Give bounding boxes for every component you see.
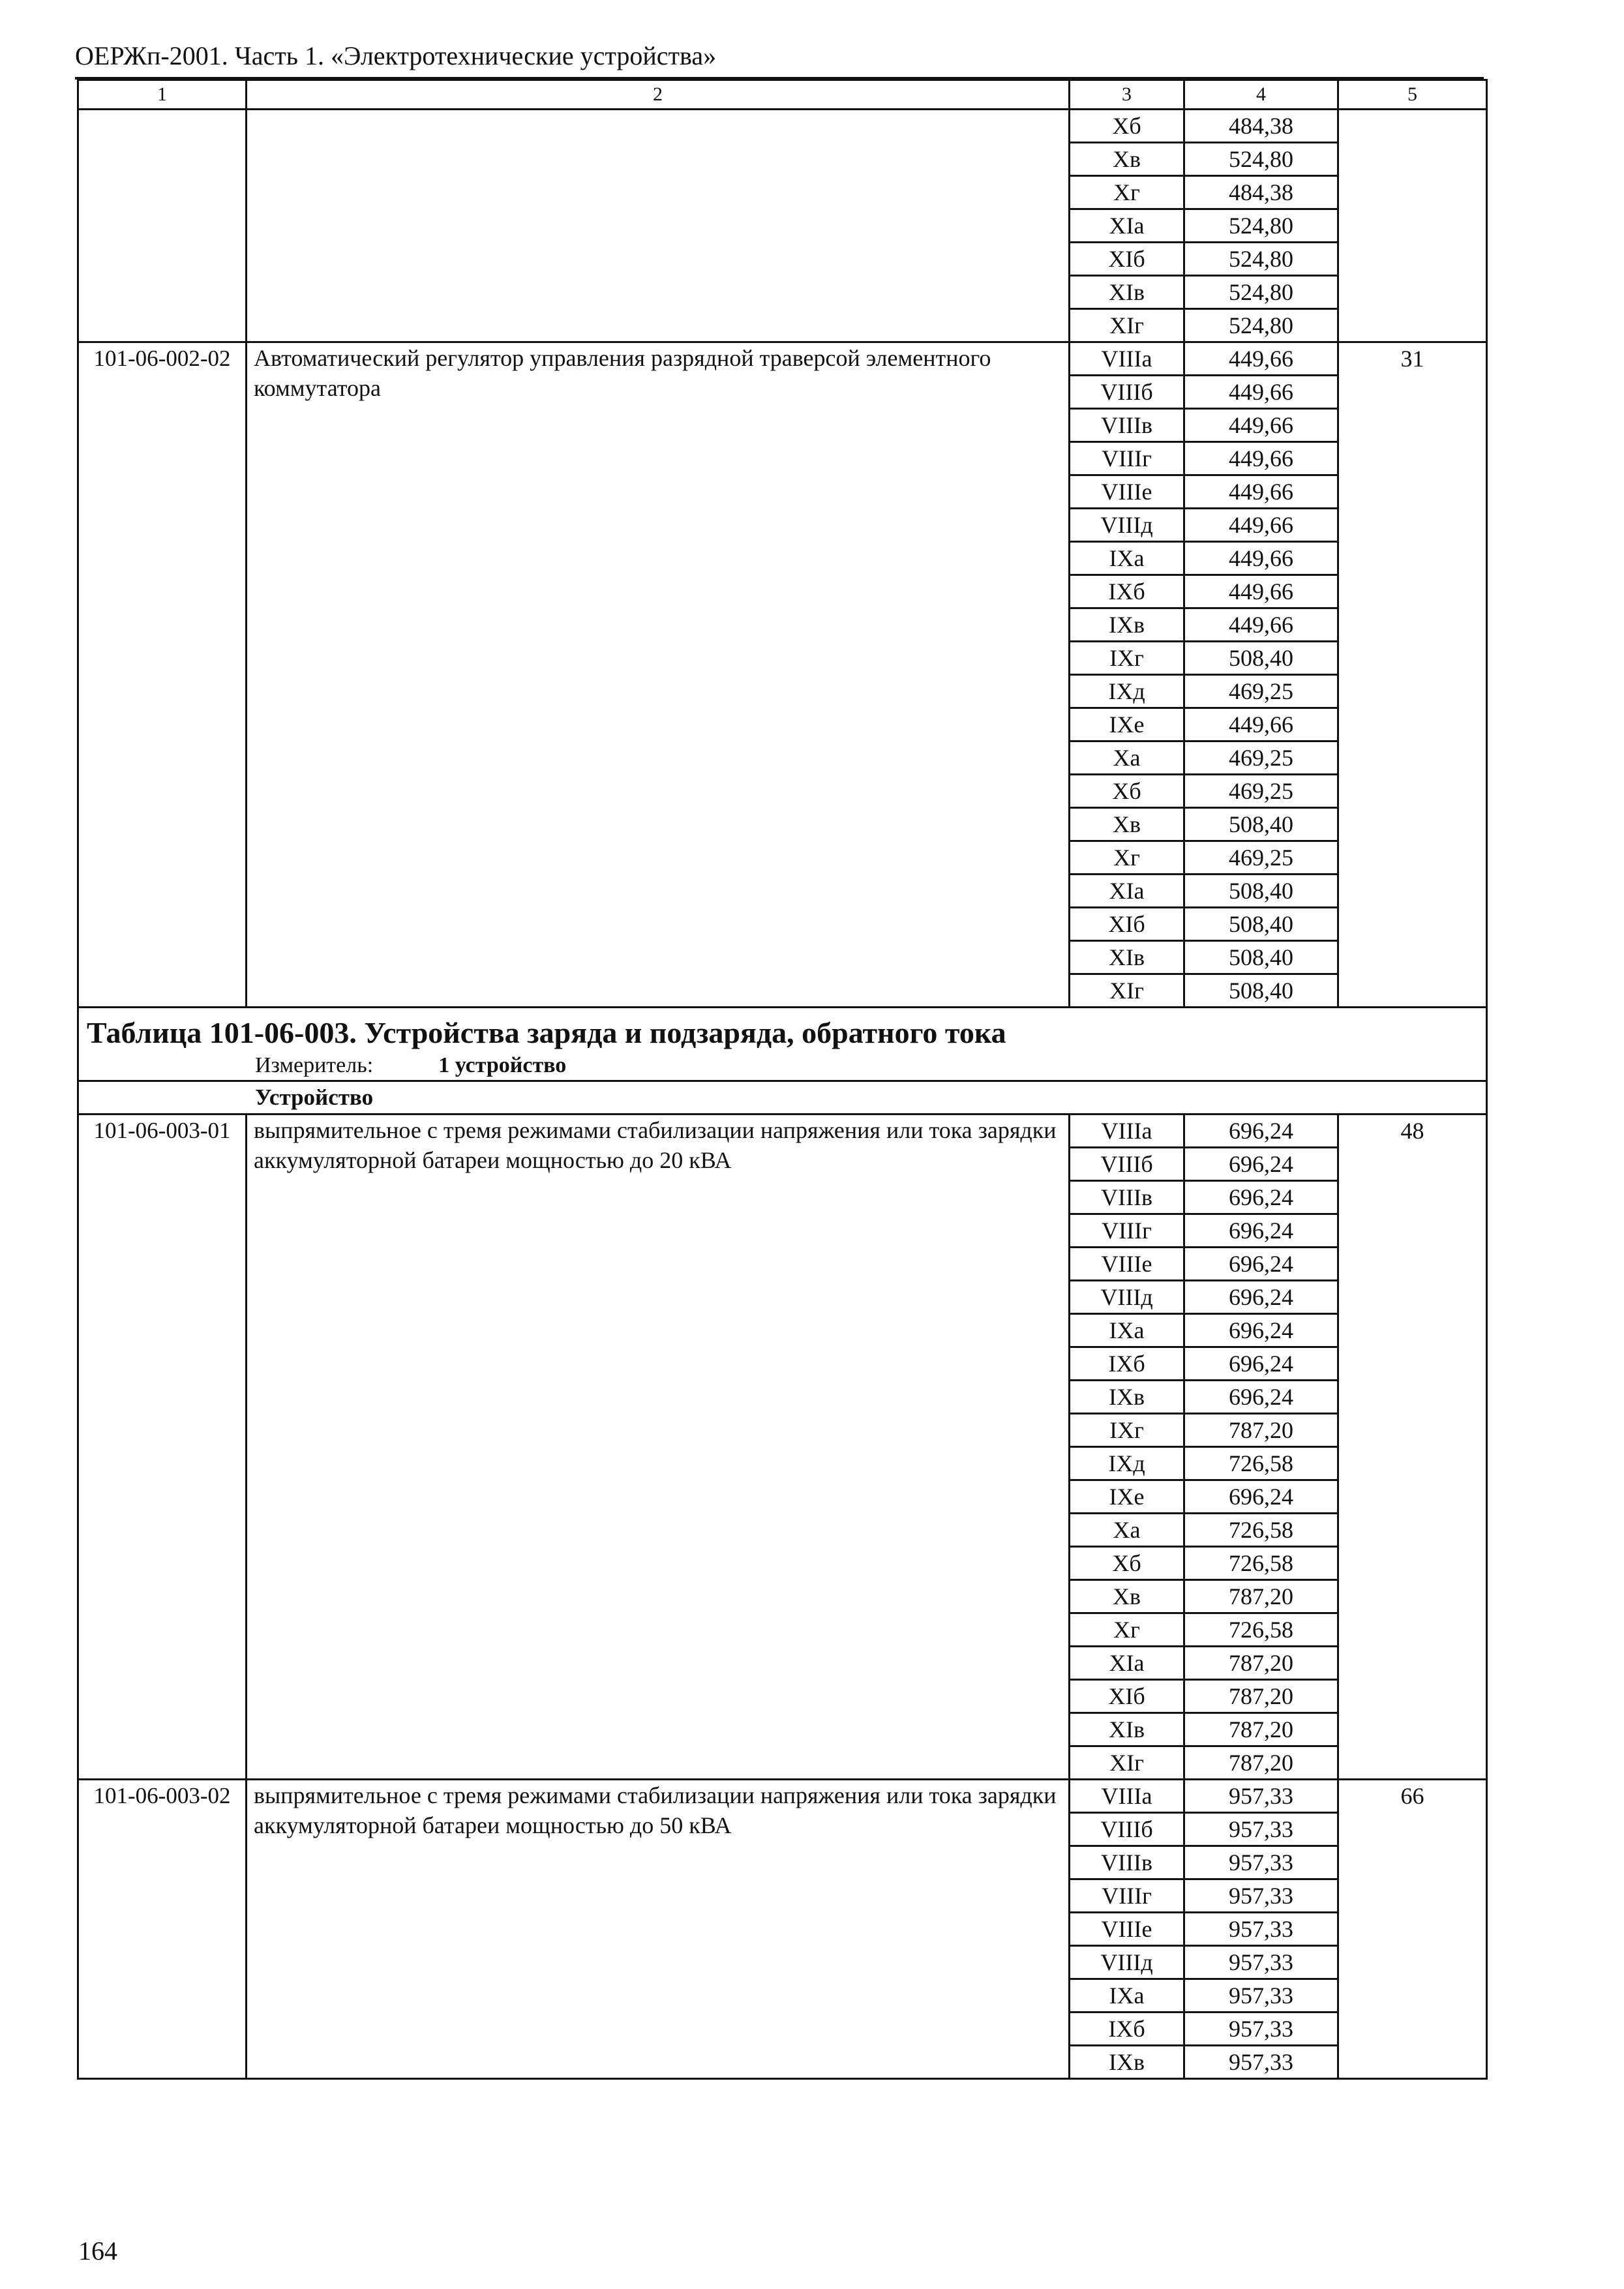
zone-cell: XIа: [1070, 1647, 1184, 1680]
unit-line: [87, 1051, 1478, 1080]
price-cell: 787,20: [1184, 1647, 1338, 1680]
column-number-row: [78, 80, 1487, 110]
price-cell: 524,80: [1184, 243, 1338, 276]
zone-cell: IXб: [1070, 1347, 1184, 1381]
price-cell: 469,25: [1184, 841, 1338, 875]
column-number: 5: [1338, 80, 1487, 110]
section-title: Таблица 101-06-003. Устройства заряда и подзаряда, обратного тока: [87, 1016, 1006, 1049]
price-cell: 957,33: [1184, 2046, 1338, 2079]
zone-cell: Xа: [1070, 1514, 1184, 1547]
price-cell: 696,24: [1184, 1314, 1338, 1347]
zone-cell: XIв: [1070, 276, 1184, 309]
zone-cell: Xг: [1070, 176, 1184, 209]
zone-cell: XIа: [1070, 875, 1184, 908]
price-cell: 524,80: [1184, 143, 1338, 176]
price-table: [77, 79, 1488, 2080]
price-cell: 449,66: [1184, 442, 1338, 475]
price-cell: 449,66: [1184, 376, 1338, 409]
price-cell: 957,33: [1184, 1846, 1338, 1879]
zone-cell: Xб: [1070, 110, 1184, 143]
unit-label: Измеритель:: [255, 1053, 374, 1077]
zone-cell: VIIIг: [1070, 1879, 1184, 1913]
price-cell: 469,25: [1184, 741, 1338, 775]
price-cell: 957,33: [1184, 1879, 1338, 1913]
price-cell: 508,40: [1184, 974, 1338, 1008]
zone-cell: VIIIб: [1070, 376, 1184, 409]
price-cell: 449,66: [1184, 708, 1338, 741]
item-description: Автоматический регулятор управления разрядной траверсой элементного коммутатора: [247, 342, 1070, 1008]
item-description: выпрямительное с тремя режимами стабилизации напряжения или тока зарядки аккумуляторной батареи мощностью до 20 кВА: [247, 1115, 1070, 1780]
zone-cell: VIIIв: [1070, 1181, 1184, 1214]
price-cell: 696,24: [1184, 1281, 1338, 1314]
price-cell: 696,24: [1184, 1381, 1338, 1414]
item-code: [78, 110, 247, 342]
price-cell: 726,58: [1184, 1547, 1338, 1580]
price-cell: 449,66: [1184, 542, 1338, 575]
price-cell: 726,58: [1184, 1613, 1338, 1647]
price-cell: 508,40: [1184, 941, 1338, 974]
zone-cell: VIIIа: [1070, 1115, 1184, 1148]
subheading: Устройство: [78, 1081, 1487, 1115]
zone-cell: Xв: [1070, 1580, 1184, 1613]
zone-cell: VIIIе: [1070, 1248, 1184, 1281]
table-row: [78, 342, 1487, 376]
tariff-cell: 48: [1338, 1115, 1487, 1780]
zone-cell: IXв: [1070, 608, 1184, 642]
price-cell: 449,66: [1184, 575, 1338, 608]
price-cell: 469,25: [1184, 775, 1338, 808]
price-cell: 449,66: [1184, 608, 1338, 642]
zone-cell: XIв: [1070, 941, 1184, 974]
column-number: 2: [247, 80, 1070, 110]
zone-cell: VIIIа: [1070, 1780, 1184, 1813]
zone-cell: IXб: [1070, 575, 1184, 608]
price-cell: 787,20: [1184, 1746, 1338, 1780]
zone-cell: XIб: [1070, 1680, 1184, 1713]
page-number: 164: [78, 2236, 117, 2266]
subheading-row: [78, 1081, 1487, 1115]
price-cell: 508,40: [1184, 808, 1338, 841]
price-cell: 696,24: [1184, 1248, 1338, 1281]
zone-cell: VIIIв: [1070, 1846, 1184, 1879]
zone-cell: VIIIг: [1070, 442, 1184, 475]
unit-value: 1 устройство: [438, 1053, 567, 1077]
zone-cell: Xг: [1070, 1613, 1184, 1647]
price-cell: 726,58: [1184, 1514, 1338, 1547]
price-cell: 524,80: [1184, 209, 1338, 243]
price-cell: 696,24: [1184, 1115, 1338, 1148]
price-cell: 449,66: [1184, 475, 1338, 509]
zone-cell: XIг: [1070, 1746, 1184, 1780]
item-code: 101-06-002-02: [78, 342, 247, 1008]
zone-cell: IXе: [1070, 1480, 1184, 1514]
zone-cell: VIIIе: [1070, 1913, 1184, 1946]
price-cell: 787,20: [1184, 1580, 1338, 1613]
price-cell: 508,40: [1184, 642, 1338, 675]
price-cell: 508,40: [1184, 875, 1338, 908]
price-cell: 957,33: [1184, 1813, 1338, 1846]
price-cell: 524,80: [1184, 276, 1338, 309]
zone-cell: Xа: [1070, 741, 1184, 775]
price-cell: 957,33: [1184, 1946, 1338, 1979]
zone-cell: Xб: [1070, 775, 1184, 808]
zone-cell: XIв: [1070, 1713, 1184, 1746]
zone-cell: VIIIе: [1070, 475, 1184, 509]
tariff-cell: 31: [1338, 342, 1487, 1008]
price-cell: 469,25: [1184, 675, 1338, 708]
price-cell: 957,33: [1184, 1913, 1338, 1946]
zone-cell: VIIIд: [1070, 1946, 1184, 1979]
zone-cell: VIIIд: [1070, 509, 1184, 542]
zone-cell: IXв: [1070, 1381, 1184, 1414]
table-row: [78, 1780, 1487, 1813]
zone-cell: VIIIб: [1070, 1148, 1184, 1181]
item-code: 101-06-003-02: [78, 1780, 247, 2079]
zone-cell: VIIIб: [1070, 1813, 1184, 1846]
item-description: выпрямительное с тремя режимами стабилизации напряжения или тока зарядки аккумуляторной батареи мощностью до 50 кВА: [247, 1780, 1070, 2079]
zone-cell: XIа: [1070, 209, 1184, 243]
price-cell: 484,38: [1184, 110, 1338, 143]
price-cell: 787,20: [1184, 1680, 1338, 1713]
table-row: [78, 110, 1487, 143]
zone-cell: IXв: [1070, 2046, 1184, 2079]
price-cell: 787,20: [1184, 1713, 1338, 1746]
price-cell: 696,24: [1184, 1347, 1338, 1381]
price-cell: 696,24: [1184, 1480, 1338, 1514]
price-cell: 508,40: [1184, 908, 1338, 941]
price-cell: 726,58: [1184, 1447, 1338, 1480]
zone-cell: Xв: [1070, 808, 1184, 841]
item-code: 101-06-003-01: [78, 1115, 247, 1780]
zone-cell: XIб: [1070, 243, 1184, 276]
zone-cell: Xб: [1070, 1547, 1184, 1580]
price-cell: 696,24: [1184, 1214, 1338, 1248]
zone-cell: Xг: [1070, 841, 1184, 875]
zone-cell: IXд: [1070, 1447, 1184, 1480]
section-header-row: [78, 1008, 1487, 1081]
price-cell: 449,66: [1184, 509, 1338, 542]
price-cell: 957,33: [1184, 2012, 1338, 2046]
price-cell: 696,24: [1184, 1148, 1338, 1181]
zone-cell: IXг: [1070, 1414, 1184, 1447]
zone-cell: IXг: [1070, 642, 1184, 675]
zone-cell: IXб: [1070, 2012, 1184, 2046]
price-cell: 449,66: [1184, 409, 1338, 442]
zone-cell: VIIIв: [1070, 409, 1184, 442]
price-cell: 957,33: [1184, 1979, 1338, 2012]
column-number: 4: [1184, 80, 1338, 110]
zone-cell: VIIIг: [1070, 1214, 1184, 1248]
zone-cell: Xв: [1070, 143, 1184, 176]
price-cell: 696,24: [1184, 1181, 1338, 1214]
price-cell: 449,66: [1184, 342, 1338, 376]
zone-cell: IXд: [1070, 675, 1184, 708]
column-number: 3: [1070, 80, 1184, 110]
zone-cell: IXа: [1070, 1314, 1184, 1347]
zone-cell: XIг: [1070, 974, 1184, 1008]
price-cell: 957,33: [1184, 1780, 1338, 1813]
section-header: [78, 1008, 1487, 1081]
zone-cell: IXе: [1070, 708, 1184, 741]
zone-cell: VIIIа: [1070, 342, 1184, 376]
column-number: 1: [78, 80, 247, 110]
price-cell: 524,80: [1184, 309, 1338, 342]
price-cell: 787,20: [1184, 1414, 1338, 1447]
zone-cell: IXа: [1070, 542, 1184, 575]
tariff-cell: 66: [1338, 1780, 1487, 2079]
price-cell: 484,38: [1184, 176, 1338, 209]
page-header: ОЕРЖп-2001. Часть 1. «Электротехнические устройства»: [75, 39, 1484, 80]
zone-cell: VIIIд: [1070, 1281, 1184, 1314]
zone-cell: IXа: [1070, 1979, 1184, 2012]
table-row: [78, 1115, 1487, 1148]
tariff-cell: [1338, 110, 1487, 342]
item-description: [247, 110, 1070, 342]
zone-cell: XIг: [1070, 309, 1184, 342]
zone-cell: XIб: [1070, 908, 1184, 941]
